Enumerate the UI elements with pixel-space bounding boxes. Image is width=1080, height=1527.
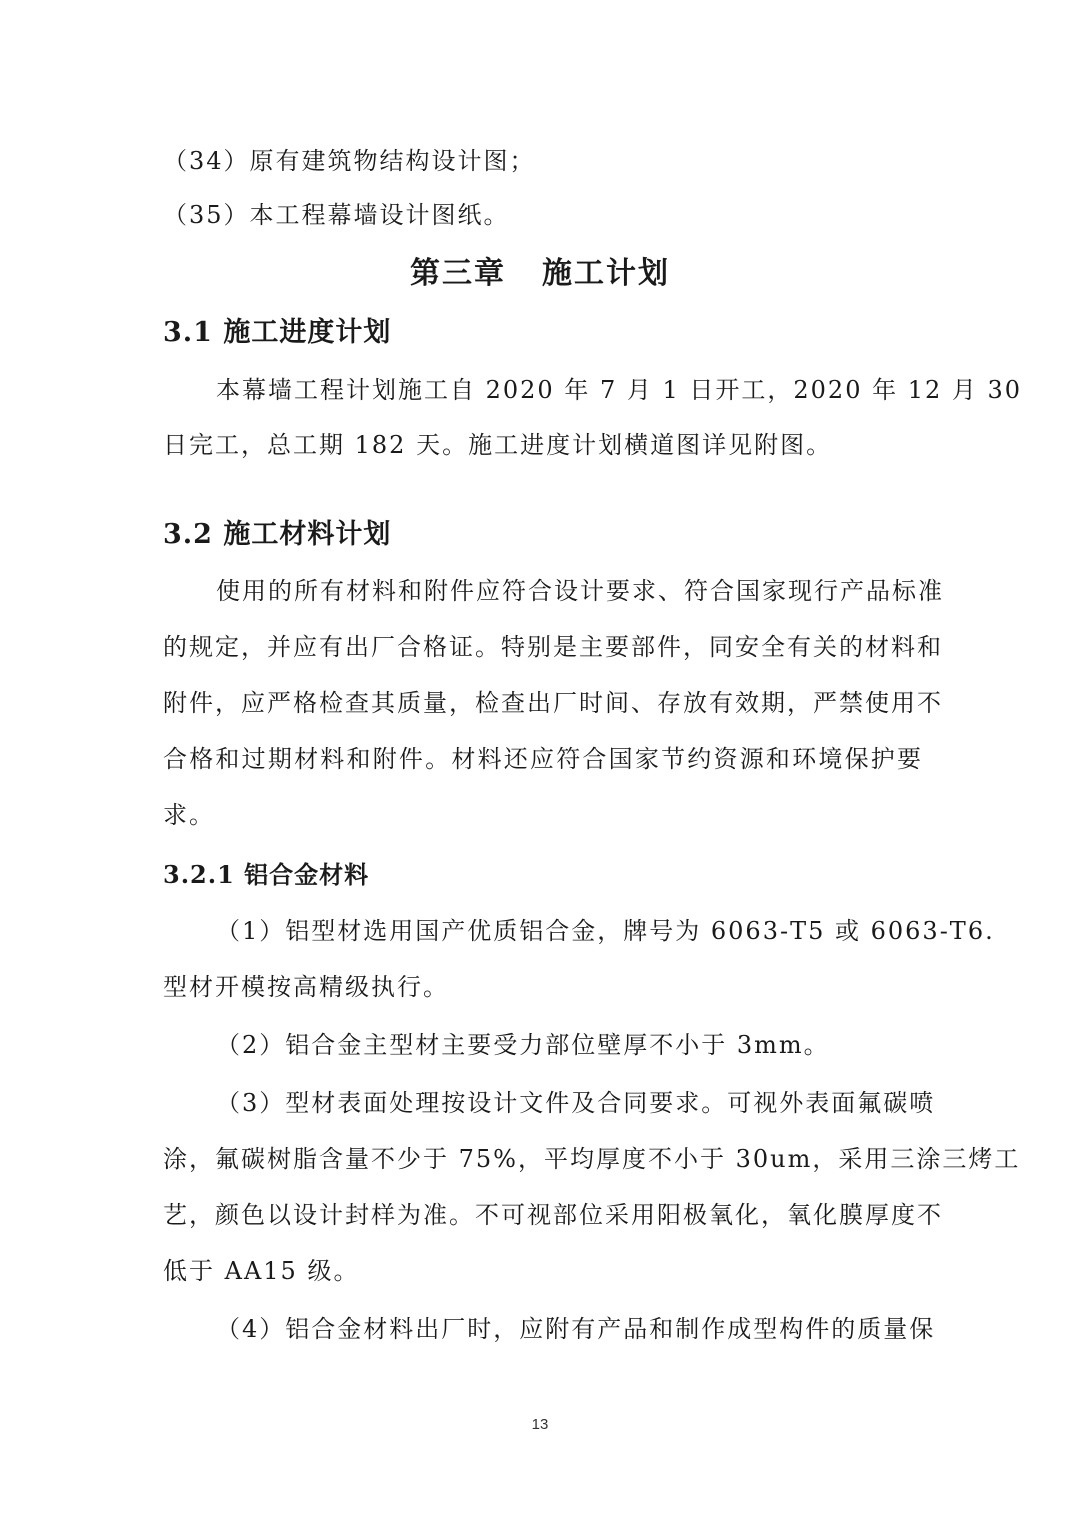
section-3-2-paragraph-line: 使用的所有材料和附件应符合设计要求、符合国家现行产品标准 [216,577,944,605]
section-3-2-1-heading: 3.2.1 铝合金材料 [163,860,370,889]
chapter-title: 施工计划 [542,256,670,291]
list-item-34: （34）原有建筑物结构设计图； [163,147,536,175]
section-3-2-paragraph-line: 的规定，并应有出厂合格证。特别是主要部件，同安全有关的材料和 [163,633,943,661]
item-3-line: 涂，氟碳树脂含量不少于 75%，平均厚度不小于 30um，采用三涂三烤工 [163,1145,1021,1173]
chapter-number: 第三章 [410,256,506,291]
list-item-35: （35）本工程幕墙设计图纸。 [163,201,510,229]
item-1-line: （1）铝型材选用国产优质铝合金，牌号为 6063-T5 或 6063-T6. [216,917,995,945]
item-3-line: 艺，颜色以设计封样为准。不可视部位采用阳极氧化，氧化膜厚度不 [163,1201,943,1229]
section-3-2-paragraph-line: 附件，应严格检查其质量，检查出厂时间、存放有效期，严禁使用不 [163,689,943,717]
section-3-1-paragraph-line: 本幕墙工程计划施工自 2020 年 7 月 1 日开工，2020 年 12 月 30 [216,376,1023,404]
item-2-line: （2）铝合金主型材主要受力部位壁厚不小于 3mm。 [216,1031,830,1059]
chapter-heading [0,254,1080,294]
section-3-2-paragraph-line: 求。 [163,801,215,829]
item-3-line: （3）型材表面处理按设计文件及合同要求。可视外表面氟碳喷 [216,1089,936,1117]
item-4-line: （4）铝合金材料出厂时，应附有产品和制作成型构件的质量保 [216,1315,936,1343]
section-3-1-paragraph-line: 日完工，总工期 182 天。施工进度计划横道图详见附图。 [163,431,833,459]
section-3-2-paragraph-line: 合格和过期材料和附件。材料还应符合国家节约资源和环境保护要 [163,745,923,773]
page-number: 13 [531,1416,549,1433]
section-3-1-heading: 3.1 施工进度计划 [163,317,392,348]
section-3-2-heading: 3.2 施工材料计划 [163,519,392,550]
item-1-line: 型材开模按高精级执行。 [163,973,449,1001]
item-3-line: 低于 AA15 级。 [163,1257,360,1285]
